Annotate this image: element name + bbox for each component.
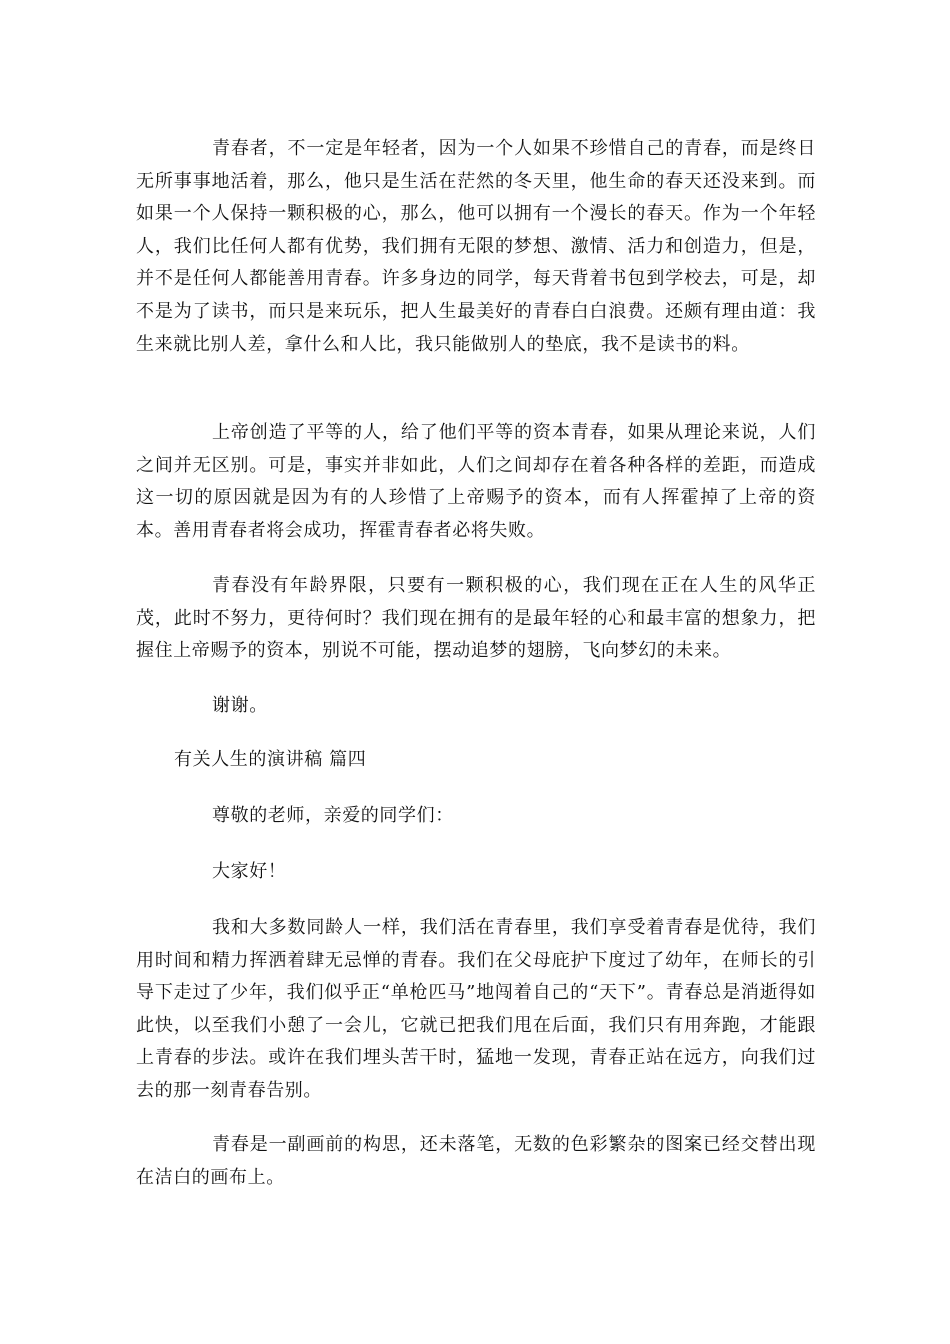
closing-thanks: 谢谢。 bbox=[212, 695, 268, 716]
paragraph-living-in-youth: 我和大多数同龄人一样，我们活在青春里，我们享受着青春是优待，我们用时间和精力挥洒着肆无忌惮的青春。我们在父母庇护下度过了幼年，在师长的引导下走过了少年，我们似乎正“单枪匹马”地闯着自己的“天下”。青春总是消逝得如此快，以至我们小憩了一会儿，它就已把我们甩在后面，我们只有用奔跑，才能跟上青春的步法。或许在我们埋头苦干时，猛地一发现，青春正站在远方，向我们过去的那一刻青春告别。 bbox=[136, 917, 816, 1101]
section-title: 有关人生的演讲稿 篇四 bbox=[174, 749, 367, 770]
paragraph-no-age-limit: 青春没有年龄界限，只要有一颗积极的心，我们现在正在人生的风华正茂，此时不努力，更待何时？我们现在拥有的是最年轻的心和最丰富的想象力，把握住上帝赐予的资本，别说不可能，摆动追梦的翅膀，飞向梦幻的未来。 bbox=[136, 575, 816, 662]
paragraph-youth-painting: 青春是一副画前的构思，还未落笔，无数的色彩繁杂的图案已经交替出现在洁白的画布上。 bbox=[136, 1134, 816, 1188]
paragraph-equal-capital: 上帝创造了平等的人，给了他们平等的资本青春，如果从理论来说，人们之间并无区别。可是，事实并非如此，人们之间却存在着各种各样的差距，而造成这一切的原因就是因为有的人珍惜了上帝赐予的资本，而有人挥霍掉了上帝的资本。善用青春者将会成功，挥霍青春者必将失败。 bbox=[136, 422, 816, 541]
greeting: 大家好！ bbox=[212, 861, 287, 882]
salutation: 尊敬的老师，亲爱的同学们： bbox=[212, 805, 454, 826]
paragraph-youth-definition: 青春者，不一定是年轻者，因为一个人如果不珍惜自己的青春，而是终日无所事事地活着，那么，他只是生活在茫然的冬天里，他生命的春天还没来到。而如果一个人保持一颗积极的心，那么，他可以拥有一个漫长的春天。作为一个年轻人，我们比任何人都有优势，我们拥有无限的梦想、激情、活力和创造力，但是，并不是任何人都能善用青春。许多身边的同学，每天背着书包到学校去，可是，却不是为了读书，而只是来玩乐，把人生最美好的青春白白浪费。还颇有理由道：我生来就比别人差，拿什么和人比，我只能做别人的垫底，我不是读书的料。 bbox=[136, 138, 816, 355]
